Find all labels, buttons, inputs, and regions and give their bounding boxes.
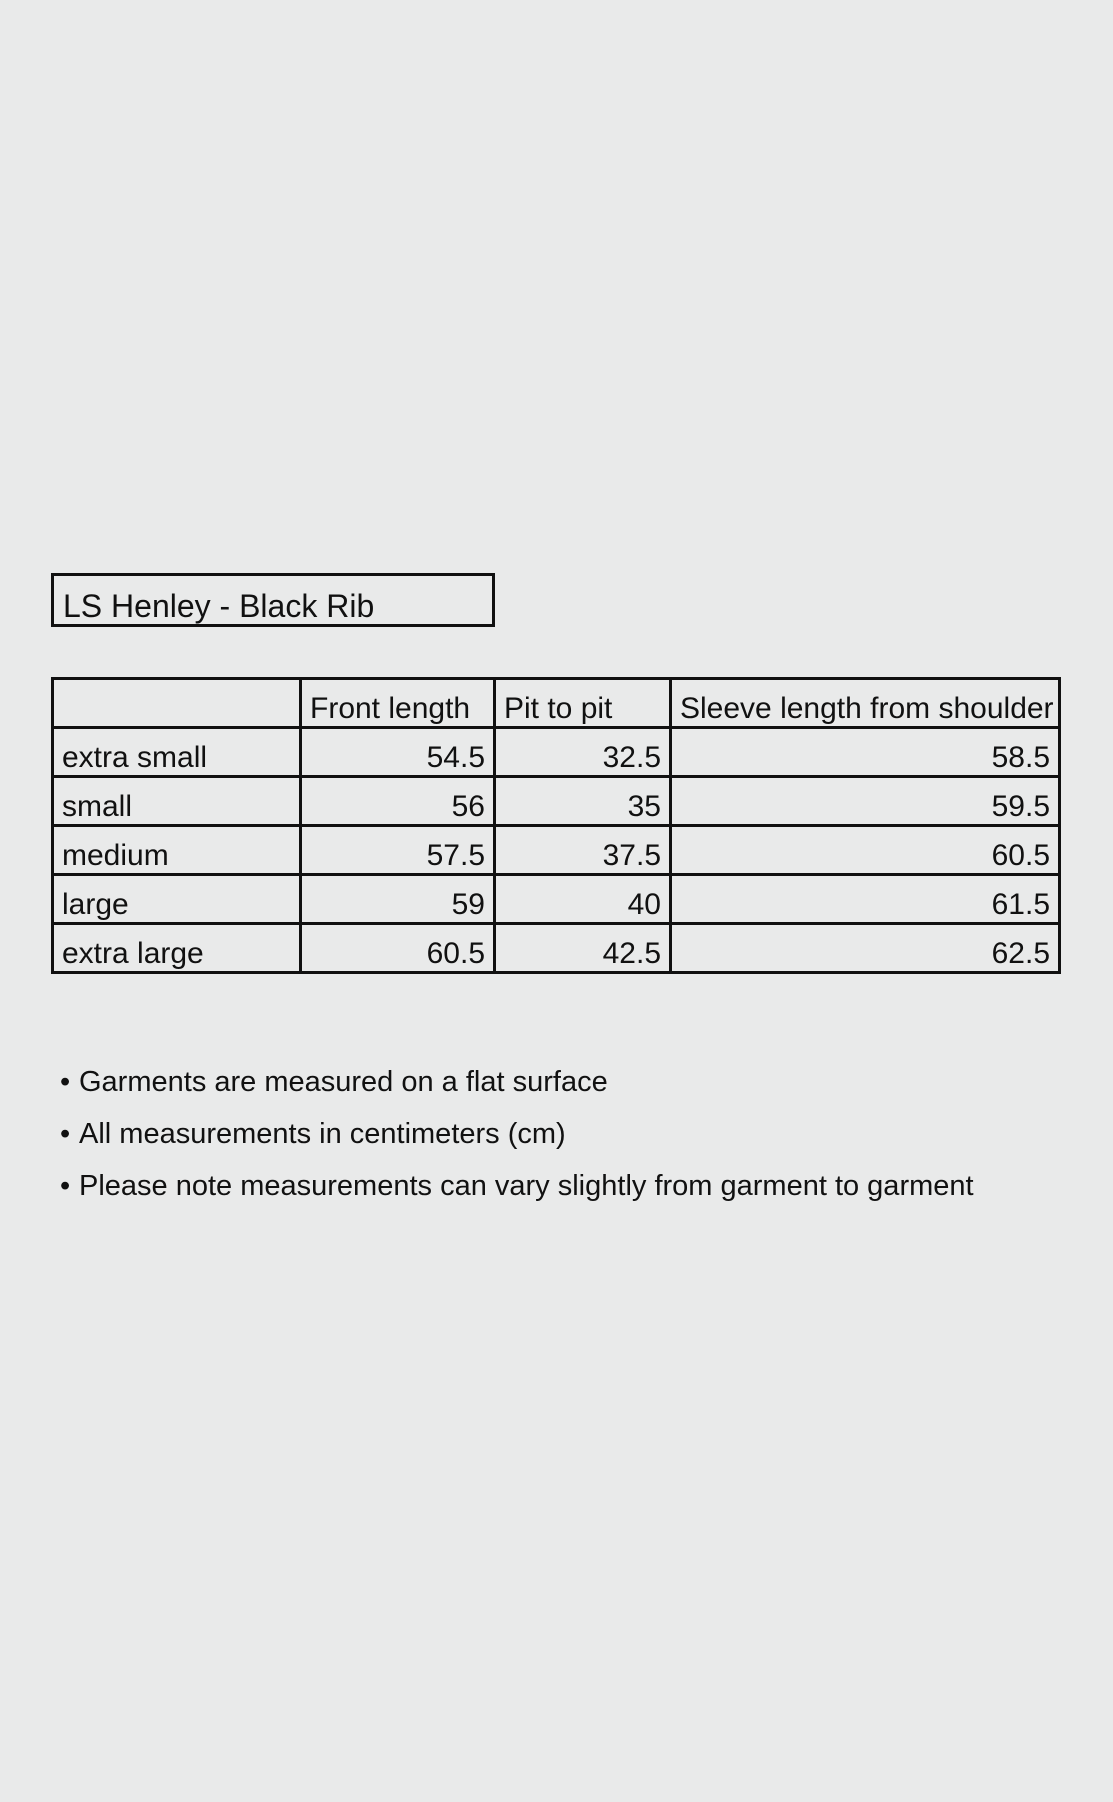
size-label: small [53, 777, 301, 826]
sleeve-length-value: 59.5 [671, 777, 1060, 826]
sleeve-length-value: 58.5 [671, 728, 1060, 777]
note-item [60, 1160, 974, 1212]
table-row [53, 728, 1060, 777]
table-row [53, 826, 1060, 875]
size-chart-table [51, 677, 1061, 974]
header-empty-cell [53, 679, 301, 728]
table-row [53, 875, 1060, 924]
front-length-value: 54.5 [301, 728, 495, 777]
front-length-value: 59 [301, 875, 495, 924]
sleeve-length-value: 61.5 [671, 875, 1060, 924]
pit-to-pit-value: 40 [495, 875, 671, 924]
table-row [53, 777, 1060, 826]
bullet-icon: • [60, 1118, 71, 1150]
size-label: extra small [53, 728, 301, 777]
front-length-value: 60.5 [301, 924, 495, 973]
measurement-notes [60, 1056, 974, 1212]
note-text: All measurements in centimeters (cm) [79, 1118, 566, 1150]
note-item [60, 1108, 974, 1160]
page-title: LS Henley - Black Rib [63, 588, 375, 624]
pit-to-pit-value: 42.5 [495, 924, 671, 973]
pit-to-pit-value: 35 [495, 777, 671, 826]
note-item [60, 1056, 974, 1108]
pit-to-pit-value: 37.5 [495, 826, 671, 875]
header-pit-to-pit: Pit to pit [495, 679, 671, 728]
size-label: extra large [53, 924, 301, 973]
sleeve-length-value: 60.5 [671, 826, 1060, 875]
table-row [53, 924, 1060, 973]
front-length-value: 57.5 [301, 826, 495, 875]
bullet-icon: • [60, 1170, 71, 1202]
pit-to-pit-value: 32.5 [495, 728, 671, 777]
header-sleeve-length: Sleeve length from shoulder [671, 679, 1060, 728]
header-front-length: Front length [301, 679, 495, 728]
size-label: medium [53, 826, 301, 875]
title-box [51, 573, 495, 627]
bullet-icon: • [60, 1066, 71, 1098]
note-text: Garments are measured on a flat surface [79, 1066, 608, 1098]
front-length-value: 56 [301, 777, 495, 826]
sleeve-length-value: 62.5 [671, 924, 1060, 973]
table-header-row [53, 679, 1060, 728]
size-label: large [53, 875, 301, 924]
note-text: Please note measurements can vary slightly from garment to garment [79, 1170, 974, 1202]
